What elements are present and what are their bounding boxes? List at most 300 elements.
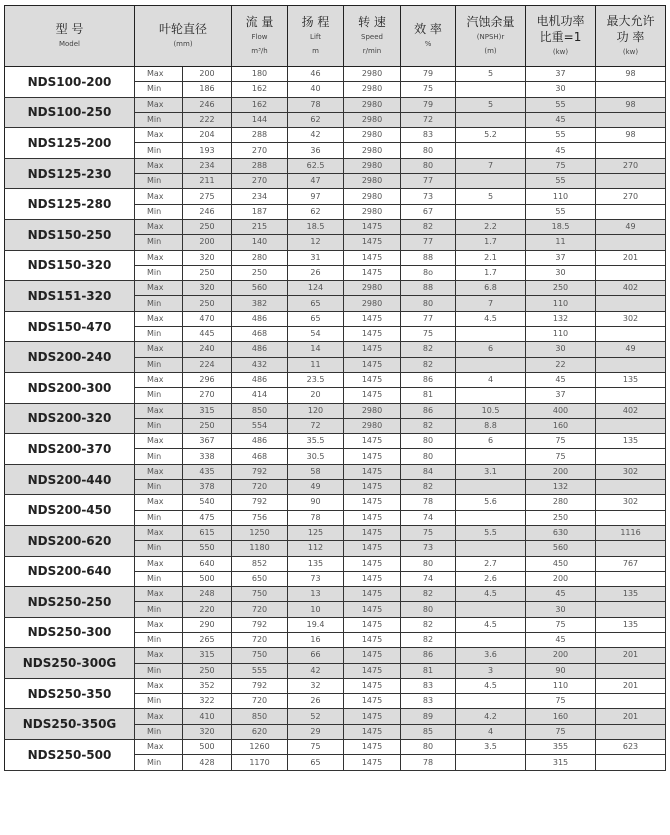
value-cell: 2.6 [456,571,526,586]
value-cell [596,112,666,127]
value-cell: 270 [596,189,666,204]
value-cell: 66 [288,648,344,663]
value-cell: 78 [288,97,344,112]
value-cell: 250 [232,265,288,280]
value-cell: 620 [232,724,288,739]
value-cell: 42 [288,128,344,143]
value-cell: 75 [526,434,596,449]
value-cell: 215 [232,219,288,234]
range-label: Max [135,495,183,510]
value-cell: 80 [401,143,456,158]
value-cell: 125 [288,525,344,540]
table-row [5,464,666,479]
value-cell: 1475 [344,235,401,250]
range-label: Max [135,434,183,449]
value-cell: 248 [183,587,232,602]
table-row [5,189,666,204]
value-cell: 275 [183,189,232,204]
value-cell: 80 [401,449,456,464]
value-cell: 31 [288,250,344,265]
value-cell: 75 [526,449,596,464]
value-cell: 82 [401,357,456,372]
value-cell: 650 [232,571,288,586]
value-cell: 1475 [344,372,401,387]
range-label: Min [135,541,183,556]
value-cell: 6 [456,342,526,357]
model-cell: NDS250-350 [5,678,135,709]
value-cell: 55 [526,128,596,143]
value-cell: 200 [526,464,596,479]
value-cell: 2980 [344,296,401,311]
range-label: Max [135,648,183,663]
value-cell [456,82,526,97]
value-cell [456,755,526,770]
value-cell: 135 [596,587,666,602]
value-cell [456,632,526,647]
model-cell: NDS150-250 [5,219,135,250]
value-cell: 180 [232,67,288,82]
value-cell [596,265,666,280]
value-cell: 615 [183,525,232,540]
model-cell: NDS150-470 [5,311,135,342]
header-max-power: 最大允许 功 率 (kw) [596,6,666,67]
value-cell [596,602,666,617]
range-label: Max [135,67,183,82]
value-cell: 1475 [344,709,401,724]
value-cell: 1250 [232,525,288,540]
value-cell: 355 [526,740,596,755]
table-row [5,219,666,234]
range-label: Max [135,709,183,724]
value-cell: 29 [288,724,344,739]
value-cell: 540 [183,495,232,510]
table-row [5,525,666,540]
value-cell: 74 [401,571,456,586]
value-cell: 270 [232,143,288,158]
value-cell: 468 [232,449,288,464]
value-cell: 32 [288,678,344,693]
value-cell: 4.5 [456,617,526,632]
value-cell: 750 [232,587,288,602]
value-cell: 315 [183,403,232,418]
value-cell [456,112,526,127]
table-row [5,128,666,143]
value-cell: 11 [288,357,344,372]
value-cell: 450 [526,556,596,571]
value-cell: 83 [401,678,456,693]
value-cell: 135 [596,434,666,449]
value-cell: 767 [596,556,666,571]
value-cell: 560 [232,281,288,296]
table-row [5,495,666,510]
value-cell: 720 [232,632,288,647]
value-cell: 1475 [344,388,401,403]
value-cell: 74 [401,510,456,525]
value-cell: 211 [183,174,232,189]
value-cell: 1475 [344,632,401,647]
value-cell: 265 [183,632,232,647]
value-cell: 75 [526,724,596,739]
value-cell: 500 [183,571,232,586]
value-cell: 2980 [344,189,401,204]
value-cell: 65 [288,311,344,326]
value-cell [596,174,666,189]
value-cell: 2980 [344,418,401,433]
value-cell: 78 [401,755,456,770]
value-cell: 30 [526,82,596,97]
value-cell: 240 [183,342,232,357]
table-row [5,617,666,632]
header-lift: 扬 程 Lift m [288,6,344,67]
table-row [5,67,666,82]
value-cell: 73 [401,541,456,556]
range-label: Min [135,174,183,189]
value-cell: 1.7 [456,265,526,280]
value-cell: 5.2 [456,128,526,143]
value-cell: 88 [401,281,456,296]
table-row [5,740,666,755]
value-cell: 296 [183,372,232,387]
value-cell: 82 [401,480,456,495]
value-cell: 1475 [344,602,401,617]
value-cell: 320 [183,250,232,265]
range-label: Max [135,525,183,540]
table-row [5,311,666,326]
value-cell: 410 [183,709,232,724]
value-cell: 220 [183,602,232,617]
value-cell: 222 [183,112,232,127]
value-cell [596,204,666,219]
value-cell: 1116 [596,525,666,540]
value-cell: 367 [183,434,232,449]
model-cell: NDS200-370 [5,434,135,465]
model-cell: NDS100-200 [5,67,135,98]
model-cell: NDS200-240 [5,342,135,373]
model-cell: NDS125-200 [5,128,135,159]
value-cell: 22 [526,357,596,372]
model-cell: NDS125-280 [5,189,135,220]
value-cell: 302 [596,495,666,510]
header-npsh: 汽蚀余量 (NPSH)r (m) [456,6,526,67]
value-cell [456,204,526,219]
value-cell: 110 [526,327,596,342]
value-cell: 2980 [344,82,401,97]
value-cell: 75 [288,740,344,755]
value-cell: 13 [288,587,344,602]
model-cell: NDS200-450 [5,495,135,526]
value-cell: 445 [183,327,232,342]
range-label: Max [135,587,183,602]
value-cell: 338 [183,449,232,464]
range-label: Max [135,311,183,326]
range-label: Min [135,327,183,342]
value-cell: 47 [288,174,344,189]
value-cell: 2980 [344,143,401,158]
value-cell [596,724,666,739]
value-cell: 1475 [344,541,401,556]
value-cell: 86 [401,403,456,418]
value-cell: 82 [401,342,456,357]
value-cell: 792 [232,464,288,479]
value-cell: 84 [401,464,456,479]
value-cell: 2980 [344,158,401,173]
model-cell: NDS200-300 [5,372,135,403]
value-cell: 1475 [344,556,401,571]
value-cell: 1180 [232,541,288,556]
range-label: Min [135,602,183,617]
value-cell [456,510,526,525]
value-cell: 110 [526,189,596,204]
value-cell: 5 [456,67,526,82]
table-row [5,97,666,112]
model-cell: NDS200-640 [5,556,135,587]
value-cell: 470 [183,311,232,326]
value-cell: 1475 [344,464,401,479]
value-cell: 6.8 [456,281,526,296]
value-cell: 1475 [344,510,401,525]
value-cell: 3.5 [456,740,526,755]
value-cell: 234 [232,189,288,204]
value-cell: 37 [526,388,596,403]
value-cell: 132 [526,311,596,326]
table-row [5,250,666,265]
value-cell: 46 [288,67,344,82]
value-cell: 75 [401,82,456,97]
value-cell: 7 [456,158,526,173]
value-cell: 1170 [232,755,288,770]
value-cell: 82 [401,587,456,602]
value-cell: 623 [596,740,666,755]
value-cell: 200 [526,648,596,663]
value-cell: 82 [401,632,456,647]
range-label: Max [135,556,183,571]
value-cell: 62 [288,112,344,127]
value-cell: 5 [456,189,526,204]
model-cell: NDS200-320 [5,403,135,434]
value-cell: 1260 [232,740,288,755]
value-cell [596,235,666,250]
table-row [5,709,666,724]
value-cell: 2980 [344,174,401,189]
table-row [5,372,666,387]
value-cell: 81 [401,388,456,403]
header-speed: 转 速 Speed r/min [344,6,401,67]
table-body [5,67,666,771]
range-label: Min [135,112,183,127]
value-cell: 500 [183,740,232,755]
range-label: Min [135,296,183,311]
value-cell: 5 [456,97,526,112]
value-cell: 554 [232,418,288,433]
range-label: Min [135,357,183,372]
value-cell: 37 [526,250,596,265]
value-cell [596,541,666,556]
value-cell: 2980 [344,281,401,296]
value-cell: 42 [288,663,344,678]
value-cell: 2980 [344,403,401,418]
value-cell: 1475 [344,480,401,495]
pump-spec-table [4,5,666,771]
value-cell: 140 [232,235,288,250]
value-cell: 98 [596,97,666,112]
value-cell [596,480,666,495]
value-cell: 1475 [344,724,401,739]
value-cell [456,357,526,372]
value-cell [596,755,666,770]
value-cell [456,143,526,158]
range-label: Max [135,189,183,204]
value-cell: 1475 [344,694,401,709]
value-cell: 45 [526,372,596,387]
value-cell: 135 [596,617,666,632]
value-cell: 246 [183,97,232,112]
value-cell: 2980 [344,67,401,82]
value-cell: 186 [183,82,232,97]
value-cell [456,388,526,403]
value-cell: 26 [288,694,344,709]
value-cell: 1475 [344,678,401,693]
value-cell: 10 [288,602,344,617]
value-cell: 720 [232,480,288,495]
value-cell: 67 [401,204,456,219]
value-cell: 1475 [344,525,401,540]
table-row [5,158,666,173]
value-cell: 400 [526,403,596,418]
value-cell: 1475 [344,740,401,755]
range-label: Max [135,250,183,265]
value-cell: 432 [232,357,288,372]
value-cell: 3.1 [456,464,526,479]
value-cell: 37 [526,67,596,82]
value-cell: 86 [401,648,456,663]
model-cell: NDS100-250 [5,97,135,128]
value-cell: 1475 [344,495,401,510]
value-cell: 36 [288,143,344,158]
value-cell: 270 [183,388,232,403]
value-cell: 4 [456,724,526,739]
value-cell: 250 [526,510,596,525]
value-cell: 1475 [344,587,401,602]
value-cell: 200 [183,235,232,250]
value-cell: 88 [401,250,456,265]
value-cell: 45 [526,587,596,602]
value-cell: 90 [288,495,344,510]
table-row [5,648,666,663]
value-cell: 315 [183,648,232,663]
value-cell: 204 [183,128,232,143]
value-cell: 83 [401,128,456,143]
value-cell: 75 [526,694,596,709]
value-cell: 486 [232,372,288,387]
value-cell: 302 [596,464,666,479]
range-label: Min [135,418,183,433]
table-row [5,556,666,571]
value-cell: 560 [526,541,596,556]
table-row [5,587,666,602]
value-cell: 26 [288,265,344,280]
range-label: Max [135,158,183,173]
value-cell: 792 [232,617,288,632]
value-cell [456,541,526,556]
value-cell: 55 [526,204,596,219]
value-cell: 5.6 [456,495,526,510]
value-cell: 750 [232,648,288,663]
value-cell: 1475 [344,663,401,678]
value-cell: 12 [288,235,344,250]
value-cell: 40 [288,82,344,97]
value-cell: 756 [232,510,288,525]
value-cell: 201 [596,648,666,663]
model-cell: NDS250-300 [5,617,135,648]
value-cell: 30 [526,265,596,280]
value-cell: 270 [596,158,666,173]
value-cell: 30.5 [288,449,344,464]
value-cell: 30 [526,602,596,617]
value-cell: 75 [526,617,596,632]
range-label: Max [135,740,183,755]
value-cell: 23.5 [288,372,344,387]
value-cell [596,510,666,525]
value-cell: 83 [401,694,456,709]
value-cell: 792 [232,495,288,510]
value-cell: 19.4 [288,617,344,632]
value-cell: 640 [183,556,232,571]
value-cell: 414 [232,388,288,403]
value-cell: 250 [183,418,232,433]
range-label: Min [135,204,183,219]
value-cell: 78 [288,510,344,525]
value-cell: 73 [288,571,344,586]
range-label: Min [135,632,183,647]
value-cell: 77 [401,174,456,189]
value-cell: 288 [232,158,288,173]
value-cell: 224 [183,357,232,372]
model-cell: NDS250-350G [5,709,135,740]
value-cell: 79 [401,97,456,112]
value-cell: 201 [596,678,666,693]
value-cell: 62.5 [288,158,344,173]
value-cell: 16 [288,632,344,647]
value-cell [456,174,526,189]
value-cell: 382 [232,296,288,311]
value-cell [456,694,526,709]
value-cell: 850 [232,403,288,418]
range-label: Max [135,617,183,632]
value-cell: 162 [232,97,288,112]
range-label: Min [135,449,183,464]
range-label: Min [135,571,183,586]
value-cell [596,449,666,464]
value-cell: 1475 [344,617,401,632]
value-cell: 45 [526,112,596,127]
value-cell: 290 [183,617,232,632]
header-row [5,6,666,67]
value-cell [456,480,526,495]
value-cell: 132 [526,480,596,495]
model-cell: NDS125-230 [5,158,135,189]
value-cell: 62 [288,204,344,219]
value-cell: 1475 [344,571,401,586]
value-cell: 8o [401,265,456,280]
value-cell: 720 [232,694,288,709]
value-cell: 4.5 [456,311,526,326]
value-cell: 49 [596,219,666,234]
value-cell: 18.5 [526,219,596,234]
value-cell [456,327,526,342]
value-cell: 2980 [344,97,401,112]
value-cell: 85 [401,724,456,739]
value-cell: 52 [288,709,344,724]
